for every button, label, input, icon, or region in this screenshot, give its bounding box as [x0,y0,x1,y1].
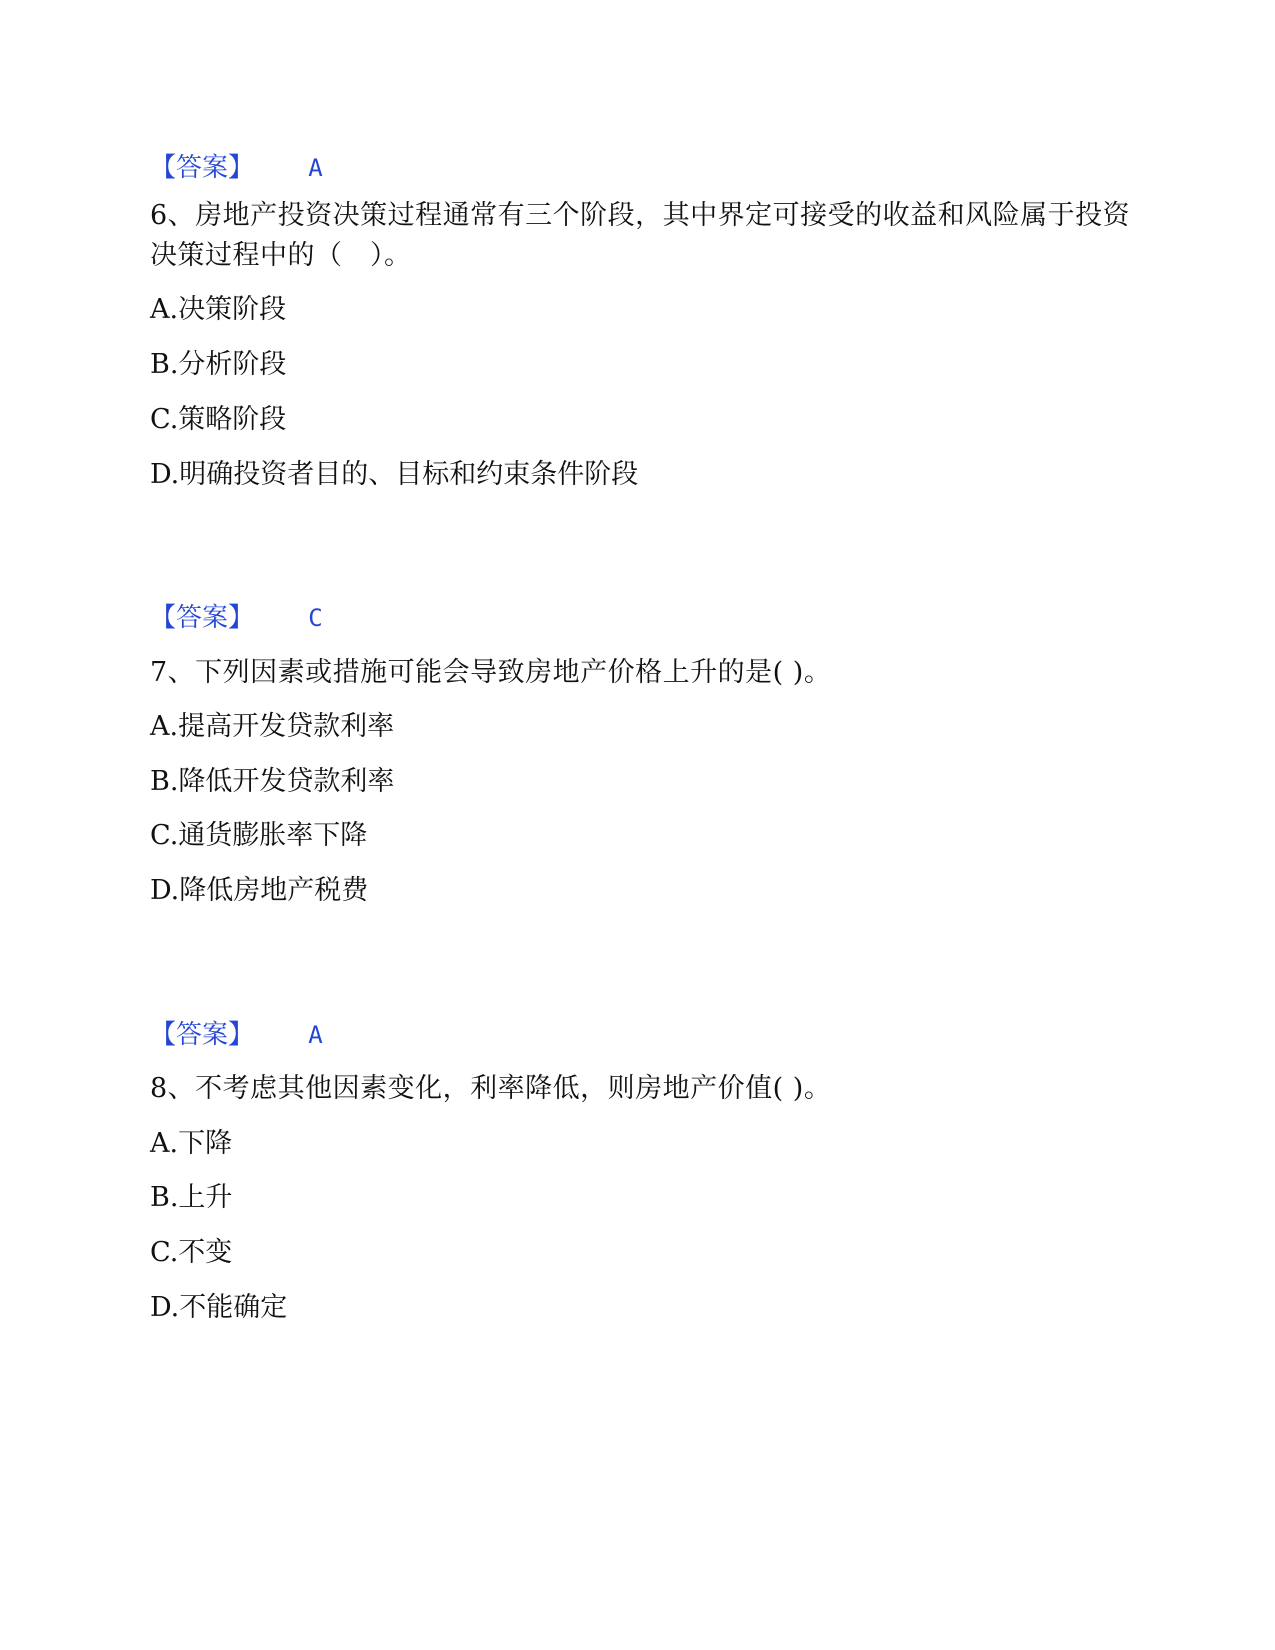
answer-line-2 [150,598,1150,638]
option-6-d: D.明确投资者目的、目标和约束条件阶段 [150,459,639,490]
option-7-a: A.提高开发贷款利率 [150,711,395,742]
option-8-c: C.不变 [150,1237,233,1268]
answer-tag: 【答案】 [150,153,255,183]
answer-line-1 [150,148,1150,188]
option-7-d: D.降低房地产税费 [150,875,369,906]
answer-letter: A [308,154,323,182]
option-8-a: A.下降 [150,1128,233,1159]
answer-line-3 [150,1015,1150,1055]
answer-tag: 【答案】 [150,1020,255,1050]
answer-letter: C [308,604,323,632]
answer-letter: A [308,1021,323,1049]
option-8-d: D.不能确定 [150,1292,288,1323]
question-7: 7、下列因素或措施可能会导致房地产价格上升的是( )。 [150,657,832,688]
option-7-c: C.通货膨胀率下降 [150,820,368,851]
option-6-a: A.决策阶段 [150,294,287,325]
answer-tag: 【答案】 [150,603,255,633]
question-8: 8、不考虑其他因素变化，利率降低，则房地产价值( )。 [150,1073,832,1104]
option-6-c: C.策略阶段 [150,404,287,435]
option-7-b: B.降低开发贷款利率 [150,766,395,797]
option-8-b: B.上升 [150,1182,233,1213]
option-6-b: B.分析阶段 [150,349,287,380]
question-6: 6、房地产投资决策过程通常有三个阶段，其中界定可接受的收益和风险属于投资决策过程中的（ ）。 [150,200,1131,271]
